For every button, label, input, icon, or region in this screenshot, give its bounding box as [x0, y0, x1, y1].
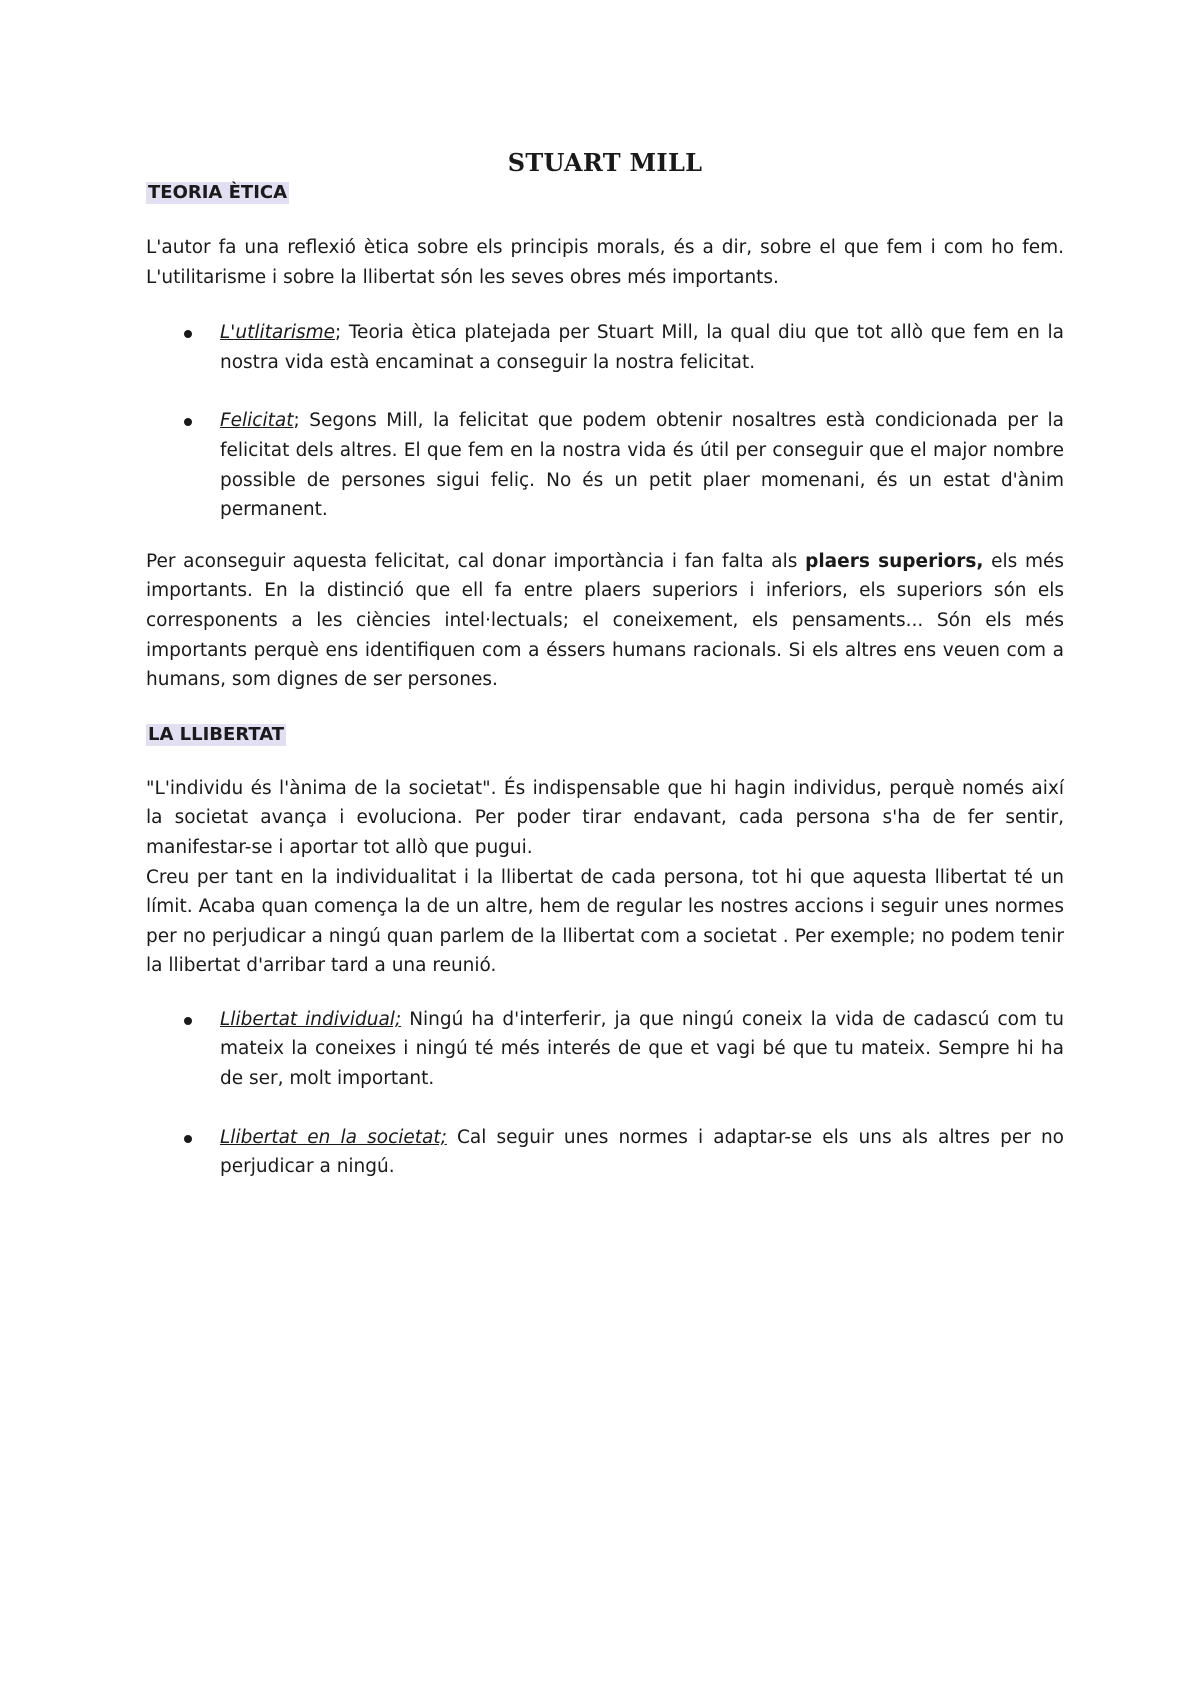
document-content [146, 148, 1064, 1182]
term-description: Ningú ha d'interferir, ja que ningú coneix la vida de cadascú com tu mateix la coneixes i ningú té més interés de que et vagi bé que tu mateix. Sempre hi ha de ser, molt important. [220, 1008, 1064, 1090]
section-heading-label: LA LLIBERTAT [148, 723, 285, 745]
term-description: Cal seguir unes normes i adaptar-se els uns als altres per no perjudicar a ningú. [220, 1126, 1064, 1178]
bold-term: plaers superiors, [805, 550, 984, 572]
section-heading-llibertat [146, 721, 1064, 749]
term-label: Llibertat individual; [220, 1008, 402, 1030]
term-label: Felicitat [220, 410, 294, 432]
list-item [220, 1123, 1064, 1182]
section-heading-teoria-etica [146, 179, 1064, 207]
list-item [220, 406, 1064, 524]
paragraph-text-end: els més importants. En la distinció que ell fa entre plaers superiors i inferiors, els superiors són els corresponents a les ciències intel·lectuals; el coneixement, els pensaments... Són els més importants perquè ens identifiquen com a éssers humans racionals. Si els altres ens veuen com a humans, som dignes de ser persones. [146, 550, 1064, 691]
term-description: ; Segons Mill, la felicitat que podem obtenir nosaltres està condicionada per la felicitat dels altres. El que fem en la nostra vida és útil per conseguir que el major nombre possible de persones sigui feliç. No és un petit plaer momenani, és un estat d'ànim permanent. [220, 410, 1064, 521]
document-title: STUART MILL [507, 148, 703, 177]
bullet-icon [184, 418, 192, 426]
bullet-icon [184, 1017, 192, 1025]
ethics-bullet-list [146, 318, 1064, 525]
liberty-paragraph-2: Creu per tant en la individualitat i la llibertat de cada persona, tot hi que aquesta llibertat té un límit. Acaba quan comença la de un altre, hem de regular les nostres accions i seguir unes normes per no perjudicar a ningú quan parlem de la llibertat com a societat . Per exemple; no podem tenir la llibertat d'arribar tard a una reunió. [146, 866, 1064, 977]
liberty-bullet-list [146, 1005, 1064, 1182]
intro-paragraph: L'autor fa una reflexió ètica sobre els principis morals, és a dir, sobre el que fem i com ho fem. L'utilitarisme i sobre la llibertat són les seves obres més importants. [146, 237, 1064, 288]
section-heading-label: TEORIA ÈTICA [148, 182, 288, 203]
superior-pleasures-paragraph [146, 547, 1064, 695]
bullet-icon [184, 1135, 192, 1143]
term-label: L'utlitarisme [220, 322, 336, 344]
paragraph-text-start: Per aconseguir aquesta felicitat, cal donar importància i fan falta als [146, 550, 806, 572]
bullet-icon [184, 330, 192, 338]
liberty-paragraph-1: "L'individu és l'ànima de la societat". És indispensable que hi hagin individus, perquè només així la societat avança i evoluciona. Per poder tirar endavant, cada persona s'ha de fer sentir, manifestar-se i aportar tot allò que pugui. [146, 777, 1064, 858]
list-item [220, 1005, 1064, 1094]
list-item [220, 318, 1064, 377]
term-description: ; Teoria ètica platejada per Stuart Mill, la qual diu que tot allò que fem en la nostra vida està encaminat a conseguir la nostra felicitat. [220, 322, 1064, 373]
term-label: Llibertat en la societat; [220, 1126, 447, 1148]
